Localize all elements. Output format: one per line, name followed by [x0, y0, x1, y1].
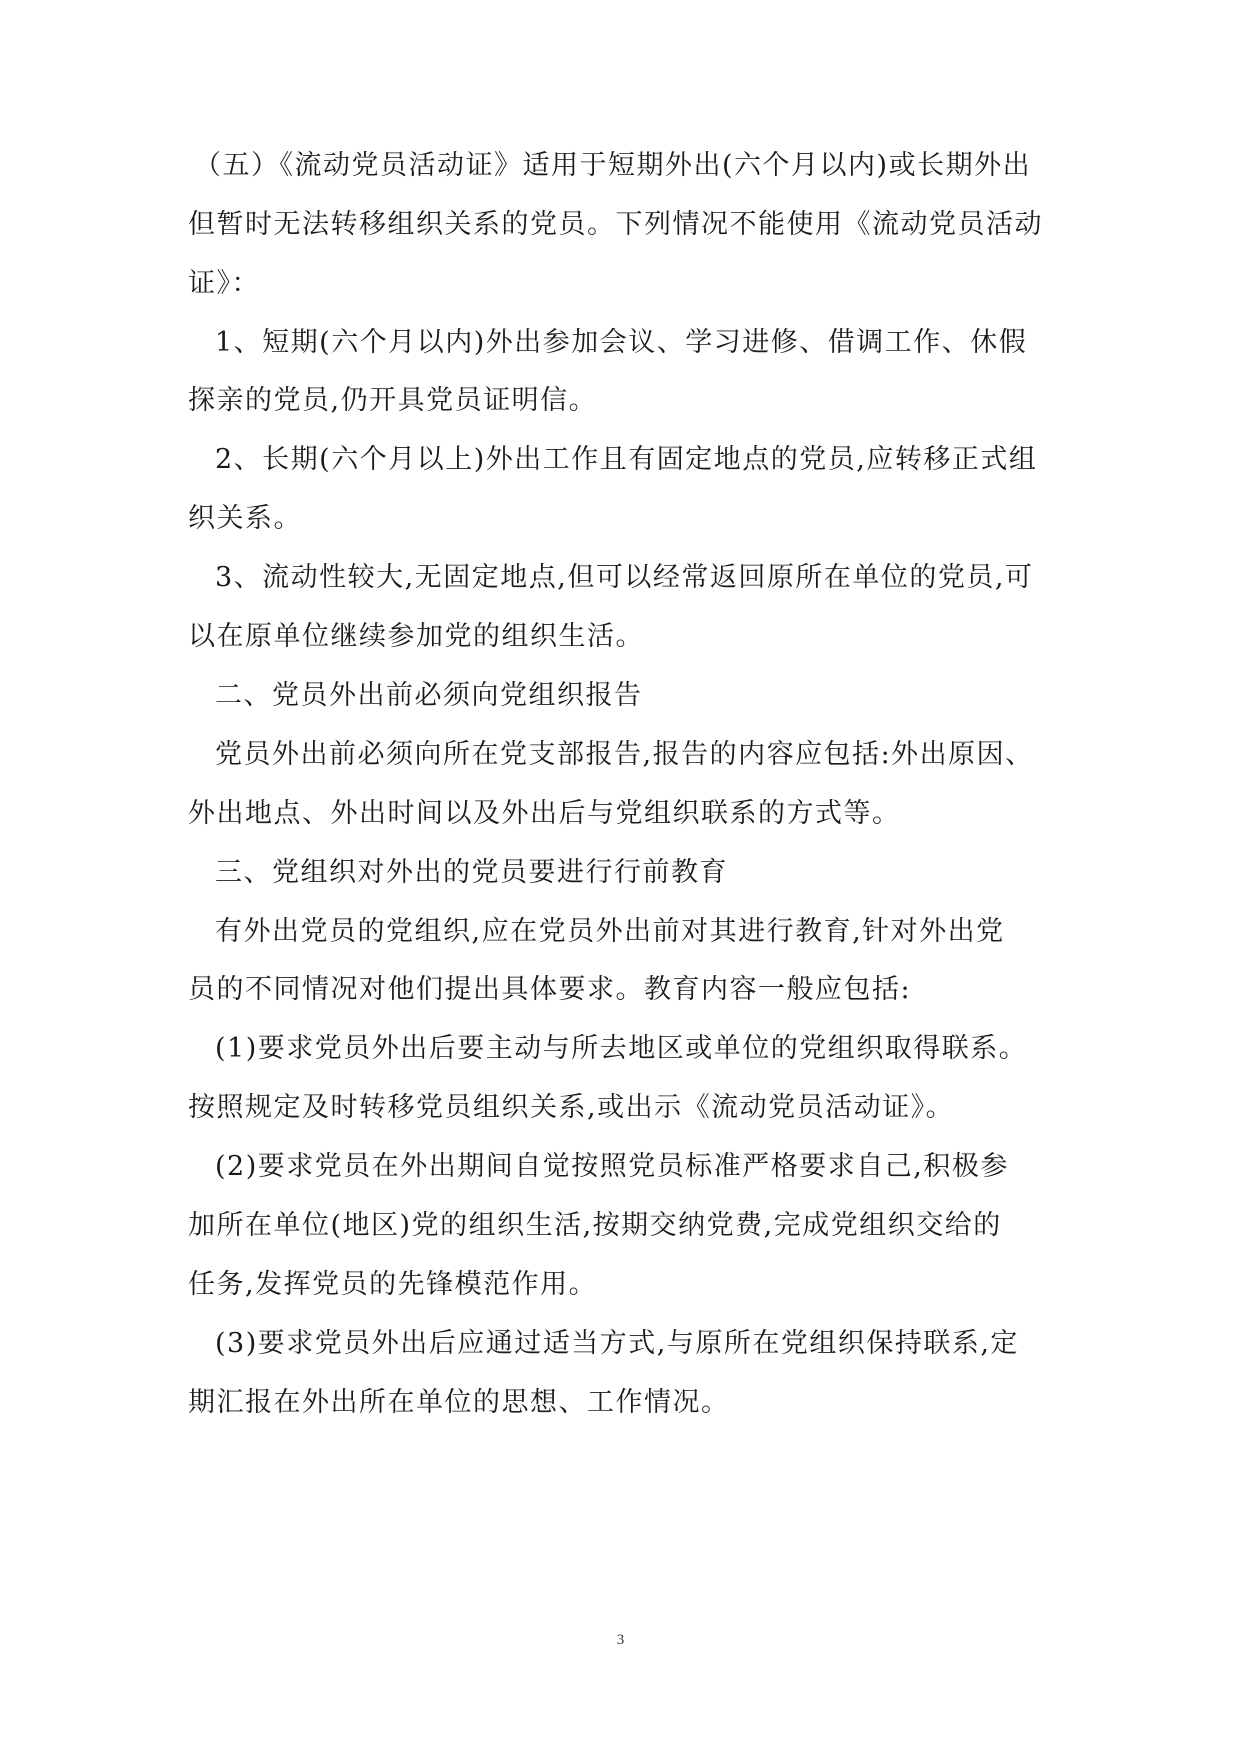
text-line-14: 有外出党员的党组织,应在党员外出前对其进行教育,针对外出党	[215, 916, 1005, 947]
text-line-4: 1、短期(六个月以内)外出参加会议、学习进修、借调工作、休假	[215, 327, 1028, 358]
text-line-16: (1)要求党员外出后要主动与所去地区或单位的党组织取得联系。	[215, 1033, 1028, 1064]
text-line-8: 3、流动性较大,无固定地点,但可以经常返回原所在单位的党员,可	[215, 562, 1034, 593]
text-line-2: 但暂时无法转移组织关系的党员。下列情况不能使用《流动党员活动	[188, 209, 1043, 240]
text-line-17: 按照规定及时转移党员组织关系,或出示《流动党员活动证》。	[188, 1092, 955, 1123]
text-line-19: 加所在单位(地区)党的组织生活,按期交纳党费,完成党组织交给的	[188, 1210, 1002, 1241]
section-heading-2: 二、党员外出前必须向党组织报告	[215, 680, 643, 711]
text-line-22: 期汇报在外出所在单位的思想、工作情况。	[188, 1387, 730, 1418]
text-line-11: 党员外出前必须向所在党支部报告,报告的内容应包括:外出原因、	[215, 739, 1034, 770]
text-line-21: (3)要求党员外出后应通过适当方式,与原所在党组织保持联系,定	[215, 1328, 1019, 1359]
text-line-18: (2)要求党员在外出期间自觉按照党员标准严格要求自己,积极参	[215, 1151, 1009, 1182]
text-line-3: 证》：	[188, 268, 260, 299]
text-line-5: 探亲的党员,仍开具党员证明信。	[188, 385, 598, 416]
text-line-12: 外出地点、外出时间以及外出后与党组织联系的方式等。	[188, 798, 901, 829]
text-line-1: （五）《流动党员活动证》适用于短期外出(六个月以内)或长期外出	[194, 150, 1032, 181]
text-line-9: 以在原单位继续参加党的组织生活。	[188, 621, 644, 652]
text-line-7: 织关系。	[188, 503, 302, 534]
text-line-15: 员的不同情况对他们提出具体要求。教育内容一般应包括:	[188, 974, 912, 1005]
page-number: 3	[616, 1632, 625, 1648]
text-line-20: 任务,发挥党员的先锋模范作用。	[188, 1269, 598, 1300]
text-line-6: 2、长期(六个月以上)外出工作且有固定地点的党员,应转移正式组	[215, 444, 1038, 475]
section-heading-3: 三、党组织对外出的党员要进行行前教育	[215, 857, 728, 888]
